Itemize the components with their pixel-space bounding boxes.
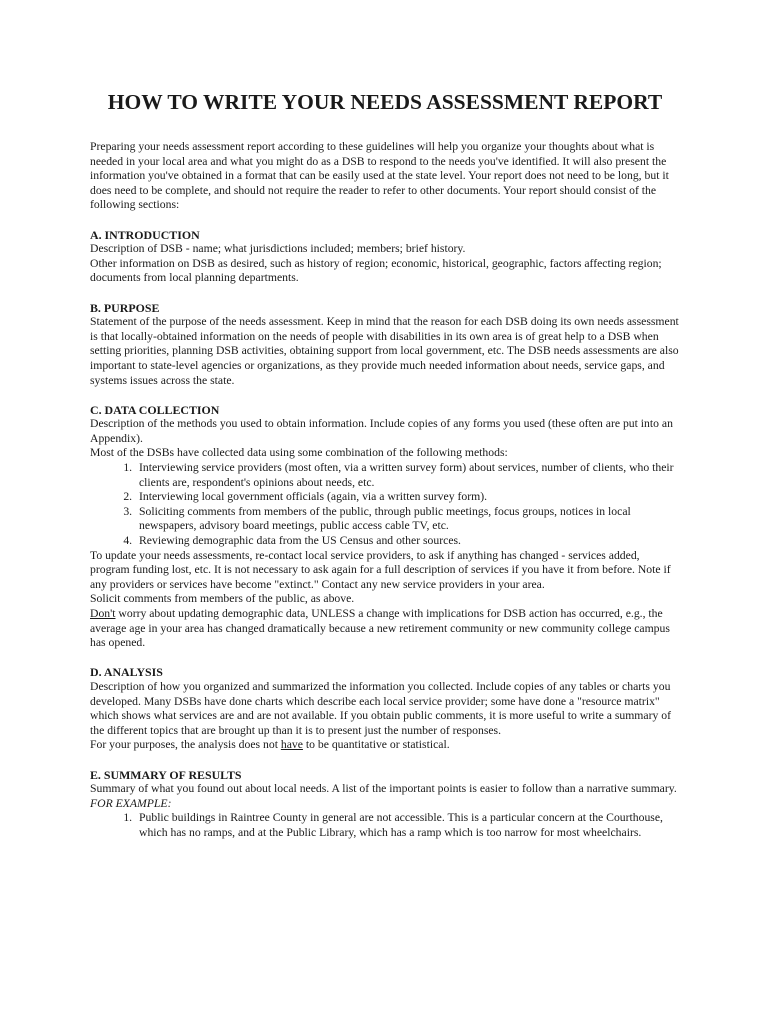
list-item: 1. Public buildings in Raintree County in general are not accessible. This is a particular concern at the Courthouse, which has no ramps, and at the Public Library, which has a ramp which is too narrow for most wheelchairs. [135,811,682,840]
section-c-paragraph-5 [90,607,682,651]
section-b-paragraph-1: Statement of the purpose of the needs assessment. Keep in mind that the reason for each DSB doing its own needs assessment is that locally-obtained information on the needs of people with disabilities in its own area is of great help to a DSB when setting priorities, planning DSB activities, obtaining support from local government, etc. The DSB needs assessments are also important to state-level agencies or organizations, as they provide much needed information about needs, service gaps, and systems issues across the state. [90,315,679,387]
section-a-paragraph-1: Description of DSB - name; what jurisdictions included; members; brief history. [90,242,466,256]
intro-paragraph: Preparing your needs assessment report according to these guidelines will help you organize your thoughts about what is needed in your local area and what you might do as a DSB to respond to the needs you've identified. It will also present the information you've obtained in a format that can be easily used at the state level. Your report does not need to be long, but it does need to be complete, and should not require the reader to refer to other documents. Your report should consist of the following sections: [90,140,669,212]
section-d-paragraph-1: Description of how you organized and summarized the information you collected. Include copies of any tables or charts you developed. Many DSBs have done charts which describe each local service provider; some have done a "resource matrix" which shows what services are and are not available. If you obtain public comments, it is more useful to write a summary of the different topics that are brought up than it is to present just the number of responses. [90,679,671,737]
section-a-paragraph-2: Other information on DSB as desired, such as history of region; economic, historical, geographic, factors affecting region; documents from local planning departments. [90,256,662,285]
page-title: HOW TO WRITE YOUR NEEDS ASSESSMENT REPORT [107,90,663,114]
methods-list [90,461,682,549]
section-c-paragraph-3: To update your needs assessments, re-contact local service providers, to ask if anything has changed - services added, program funding lost, etc. It is not necessary to ask again for a full description of services if you have it from before. Note if any providers or services have become "extinct." Contact any new service providers in your area. [90,548,671,591]
section-a-heading: A. INTRODUCTION [90,227,200,242]
underlined-have: have [280,738,303,752]
for-example-label: FOR EXAMPLE: [90,796,172,810]
underlined-dont: Don't [90,607,116,620]
section-e-paragraph-1: Summary of what you found out about local needs. A list of the important points is easier to follow than a narrative summary. [90,782,677,796]
document-body [90,140,682,841]
list-item: 4. Reviewing demographic data from the US Census and other sources. [135,534,682,549]
section-c-paragraph-5-text: worry about updating demographic data, UNLESS a change with implications for DSB action has occurred, e.g., the average age in your area has changed dramatically because a new retirement community or new community college campus has opened. [90,607,670,650]
section-c-paragraph-2: Most of the DSBs have collected data using some combination of the following methods: [90,446,508,460]
section-c-paragraph-1: Description of the methods you used to obtain information. Include copies of any forms you used (these often are put into an Appendix). [90,417,673,445]
list-item: 2. Interviewing local government officials (again, via a written survey form). [135,490,682,505]
section-d-heading: D. ANALYSIS [90,665,163,680]
list-item: 1. Interviewing service providers (most often, via a written survey form) about services, number of clients, who their clients are, respondent's opinions about needs, etc. [135,461,682,490]
list-item: 3. Soliciting comments from members of the public, through public meetings, focus groups, notices in local newspapers, advisory board meetings, public access cable TV, etc. [135,505,682,534]
results-list [90,811,682,840]
section-d-paragraph-2-start: For your purposes, the analysis does not [90,738,281,752]
section-d-paragraph-2-end: to be quantitative or statistical. [302,738,450,752]
section-c-paragraph-4: Solicit comments from members of the public, as above. [90,592,355,606]
section-b-heading: B. PURPOSE [90,300,160,315]
section-e-heading: E. SUMMARY OF RESULTS [90,767,242,782]
section-c-heading: C. DATA COLLECTION [90,402,220,417]
section-d-paragraph-2 [90,738,682,753]
